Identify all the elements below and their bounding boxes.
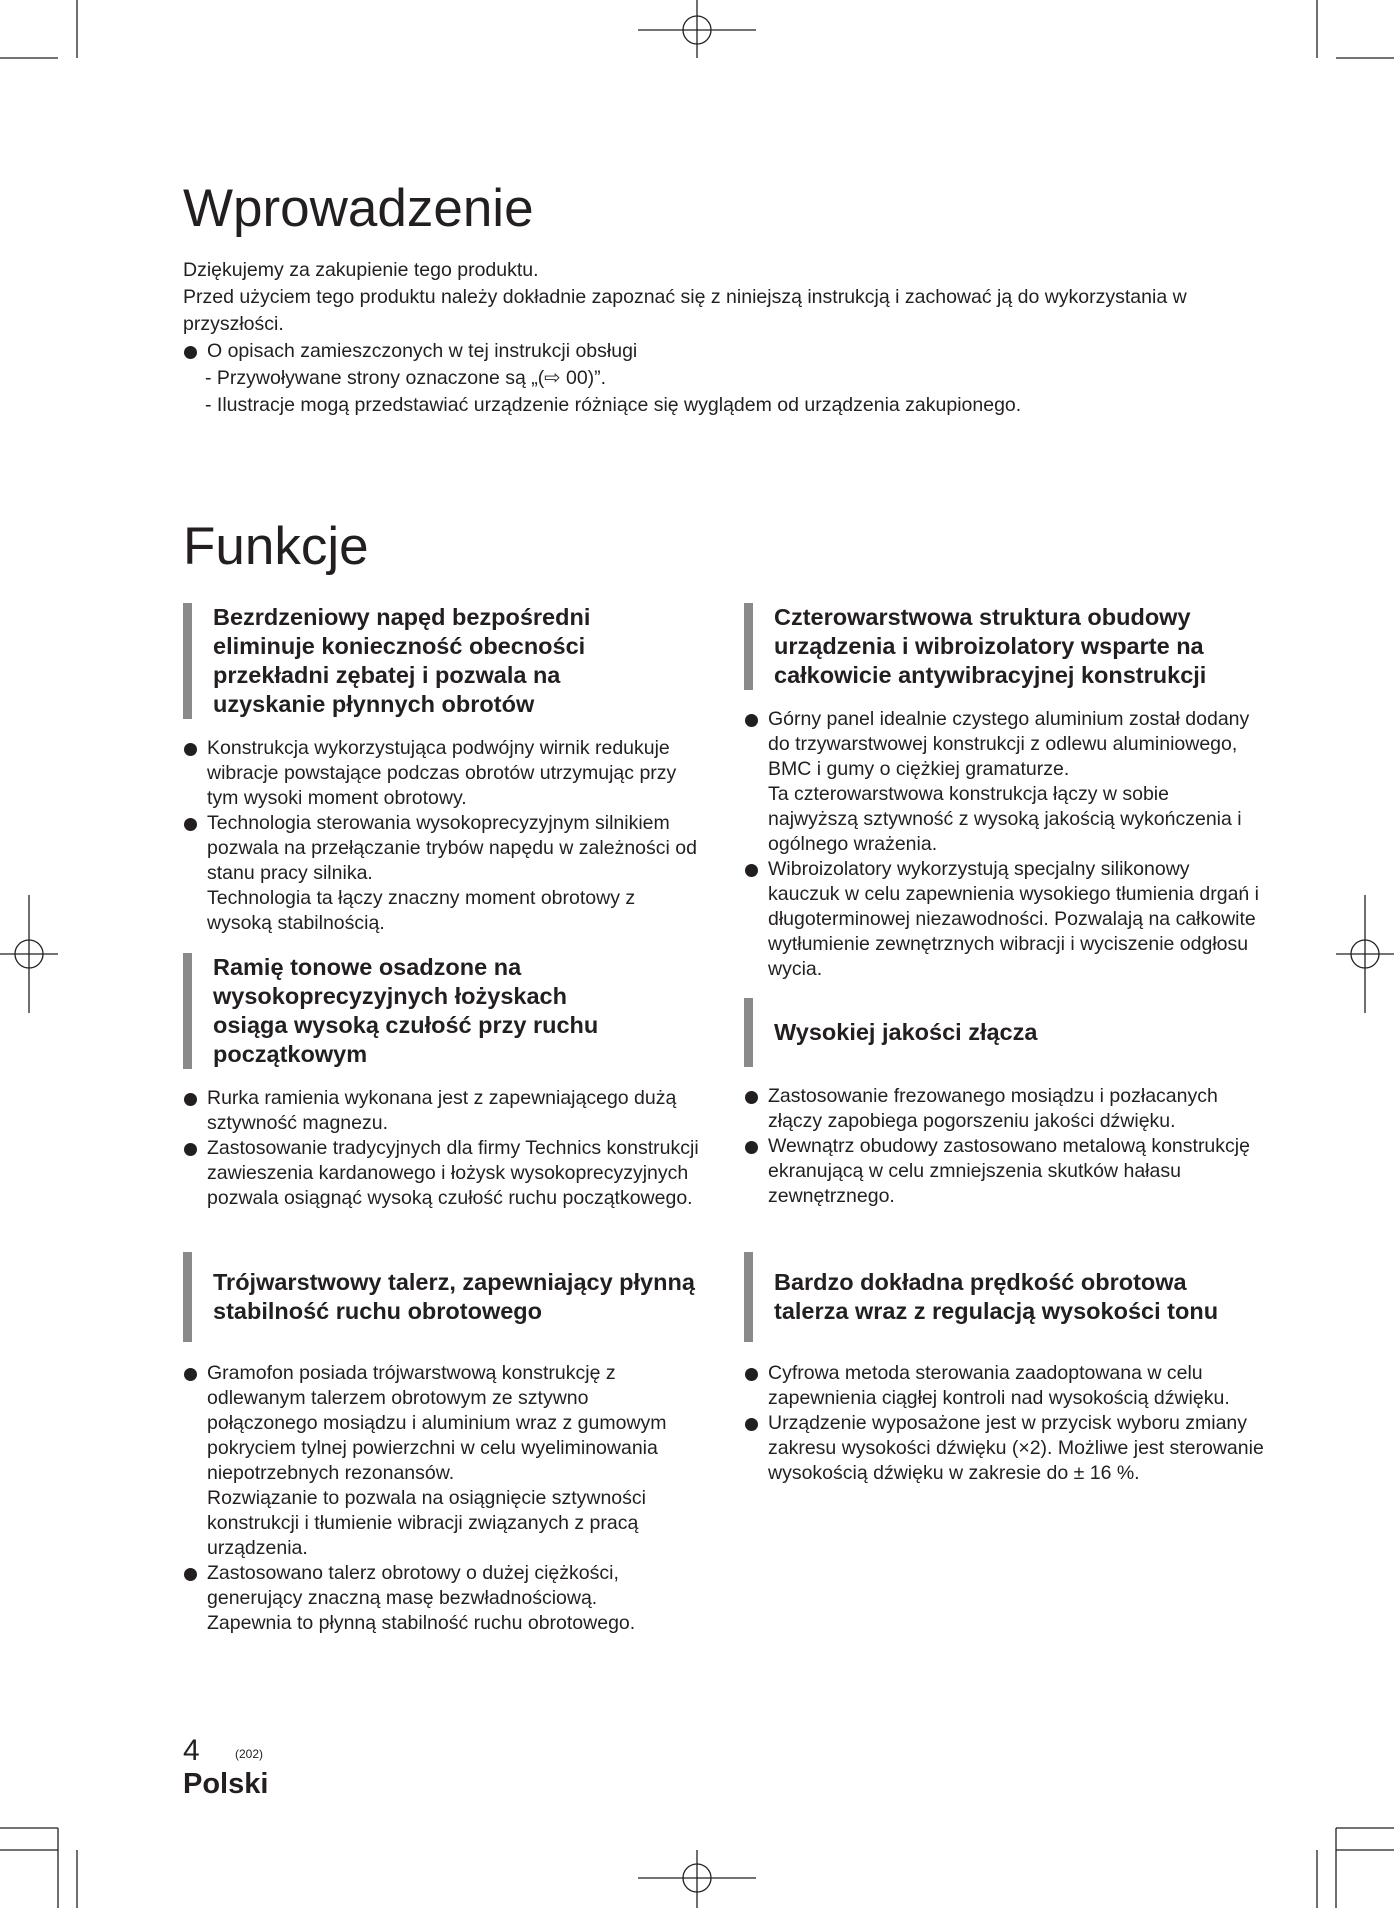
bullet-dot-icon bbox=[745, 714, 758, 727]
bullet-dot-icon bbox=[745, 1368, 758, 1381]
feature-heading: Ramię tonowe osadzone na wysokoprecyzyjnych łożyskach osiąga wysoką czułość przy ruchu początkowym bbox=[183, 953, 643, 1069]
intro-instruction: Przed użyciem tego produktu należy dokładnie zapoznać się z niniejszą instrukcją i zachować ją do wykorzystania w przyszłości. bbox=[183, 286, 1187, 335]
feature-section-left-1 bbox=[183, 603, 703, 936]
bullet-dot-icon bbox=[745, 864, 758, 877]
bullet-dot-icon bbox=[745, 1418, 758, 1431]
list-item: Urządzenie wyposażone jest w przycisk wyboru zmiany zakresu wysokości dźwięku (×2). Możliwe jest sterowanie wysokością dźwięku w zakresie do ± 16 %. bbox=[744, 1411, 1264, 1486]
intro-bullet bbox=[183, 338, 1263, 365]
list-item: Wewnątrz obudowy zastosowano metalową konstrukcję ekranującą w celu zmniejszenia skutków hałasu zewnętrznego. bbox=[744, 1134, 1264, 1209]
language-label: Polski bbox=[183, 1768, 269, 1800]
bullet-dot-icon bbox=[745, 1141, 758, 1154]
heading-bar bbox=[183, 603, 192, 719]
heading-bar bbox=[744, 998, 753, 1067]
intro-title: Wprowadzenie bbox=[183, 179, 534, 238]
heading-bar bbox=[744, 1252, 753, 1342]
features-title: Funkcje bbox=[183, 517, 369, 576]
list-item: Zastosowanie frezowanego mosiądzu i pozłacanych złączy zapobiega pogorszeniu jakości dźwięku. bbox=[744, 1084, 1264, 1134]
feature-heading: Bezrdzeniowy napęd bezpośredni eliminuje konieczność obecności przekładni zębatej i pozwala na uzyskanie płynnych obrotów bbox=[183, 603, 643, 719]
feature-list bbox=[744, 1361, 1264, 1486]
bullet-dot-icon bbox=[184, 1093, 197, 1106]
list-item: Zastosowano talerz obrotowy o dużej ciężkości, generujący znaczną masę bezwładnościową. Zapewnia to płynną stabilność ruchu obrotowego. bbox=[183, 1561, 703, 1636]
feature-section-right-2 bbox=[744, 998, 1264, 1209]
feature-heading: Trójwarstwowy talerz, zapewniający płynną stabilność ruchu obrotowego bbox=[183, 1252, 703, 1342]
heading-bar bbox=[183, 953, 192, 1069]
intro-bullet-text: O opisach zamieszczonych w tej instrukcji obsługi bbox=[207, 340, 638, 362]
list-item: Technologia sterowania wysokoprecyzyjnym silnikiem pozwala na przełączanie trybów napędu w zależności od stanu pracy silnika. Technologia ta łączy znaczny moment obrotowy z wysoką stabilnością. bbox=[183, 811, 703, 936]
bullet-dot-icon bbox=[184, 1568, 197, 1581]
bullet-dot-icon bbox=[184, 346, 197, 359]
feature-heading: Czterowarstwowa struktura obudowy urządzenia i wibroizolatory wsparte na całkowicie antywibracyjnej konstrukcji bbox=[744, 603, 1264, 690]
intro-thanks: Dziękujemy za zakupienie tego produktu. bbox=[183, 259, 539, 281]
feature-section-right-1 bbox=[744, 603, 1264, 982]
intro-dash-2: - Ilustracje mogą przedstawiać urządzenie różniące się wyglądem od urządzenia zakupionego. bbox=[205, 394, 1022, 416]
intro-dash-1: - Przywoływane strony oznaczone są „(⇨ 00)”. bbox=[205, 367, 607, 389]
list-item: Konstrukcja wykorzystująca podwójny wirnik redukuje wibracje powstające podczas obrotów utrzymując przy tym wysoki moment obrotowy. bbox=[183, 736, 703, 811]
bullet-dot-icon bbox=[745, 1091, 758, 1104]
feature-list bbox=[183, 1086, 703, 1211]
feature-list bbox=[183, 1361, 703, 1636]
feature-section-left-2 bbox=[183, 953, 703, 1211]
feature-heading: Bardzo dokładna prędkość obrotowa talerza wraz z regulacją wysokości tonu bbox=[744, 1252, 1264, 1342]
bullet-dot-icon bbox=[184, 1368, 197, 1381]
bullet-dot-icon bbox=[184, 818, 197, 831]
bullet-dot-icon bbox=[184, 1143, 197, 1156]
heading-bar bbox=[744, 603, 753, 690]
list-item: Górny panel idealnie czystego aluminium został dodany do trzywarstwowej konstrukcji z odlewu aluminiowego, BMC i gumy o ciężkiej gramaturze. Ta czterowarstwowa konstrukcja łączy w sobie najwyższą sztywność z wysoką jakością wykończenia i ogólnego wrażenia. bbox=[744, 707, 1264, 857]
page-reference: (202) bbox=[235, 1747, 264, 1761]
feature-section-right-3 bbox=[744, 1252, 1264, 1486]
feature-list bbox=[744, 1084, 1264, 1209]
list-item: Gramofon posiada trójwarstwową konstrukcję z odlewanym talerzem obrotowym ze sztywno połączonego mosiądzu i aluminium wraz z gumowym pokryciem tylnej powierzchni w celu wyeliminowania niepotrzebnych rezonansów. Rozwiązanie to pozwala na osiągnięcie sztywności konstrukcji i tłumienie wibracji związanych z pracą urządzenia. bbox=[183, 1361, 703, 1561]
feature-list bbox=[183, 736, 703, 936]
heading-bar bbox=[183, 1252, 192, 1342]
list-item: Zastosowanie tradycyjnych dla firmy Technics konstrukcji zawieszenia kardanowego i łożysk wysokoprecyzyjnych pozwala osiągnąć wysoką czułość ruchu początkowego. bbox=[183, 1136, 703, 1211]
feature-list bbox=[744, 707, 1264, 982]
list-item: Cyfrowa metoda sterowania zaadoptowana w celu zapewnienia ciągłej kontroli nad wysokością dźwięku. bbox=[744, 1361, 1264, 1411]
page-number: 4 bbox=[183, 1734, 200, 1767]
bullet-dot-icon bbox=[184, 743, 197, 756]
feature-section-left-3 bbox=[183, 1252, 703, 1636]
feature-heading: Wysokiej jakości złącza bbox=[744, 998, 1264, 1067]
list-item: Wibroizolatory wykorzystują specjalny silikonowy kauczuk w celu zapewnienia wysokiego tłumienia drgań i długoterminowej niezawodności. Pozwalają na całkowite wytłumienie zewnętrznych wibracji i wyciszenie odgłosu wycia. bbox=[744, 857, 1264, 982]
intro-block bbox=[183, 257, 1263, 419]
list-item: Rurka ramienia wykonana jest z zapewniającego dużą sztywność magnezu. bbox=[183, 1086, 703, 1136]
